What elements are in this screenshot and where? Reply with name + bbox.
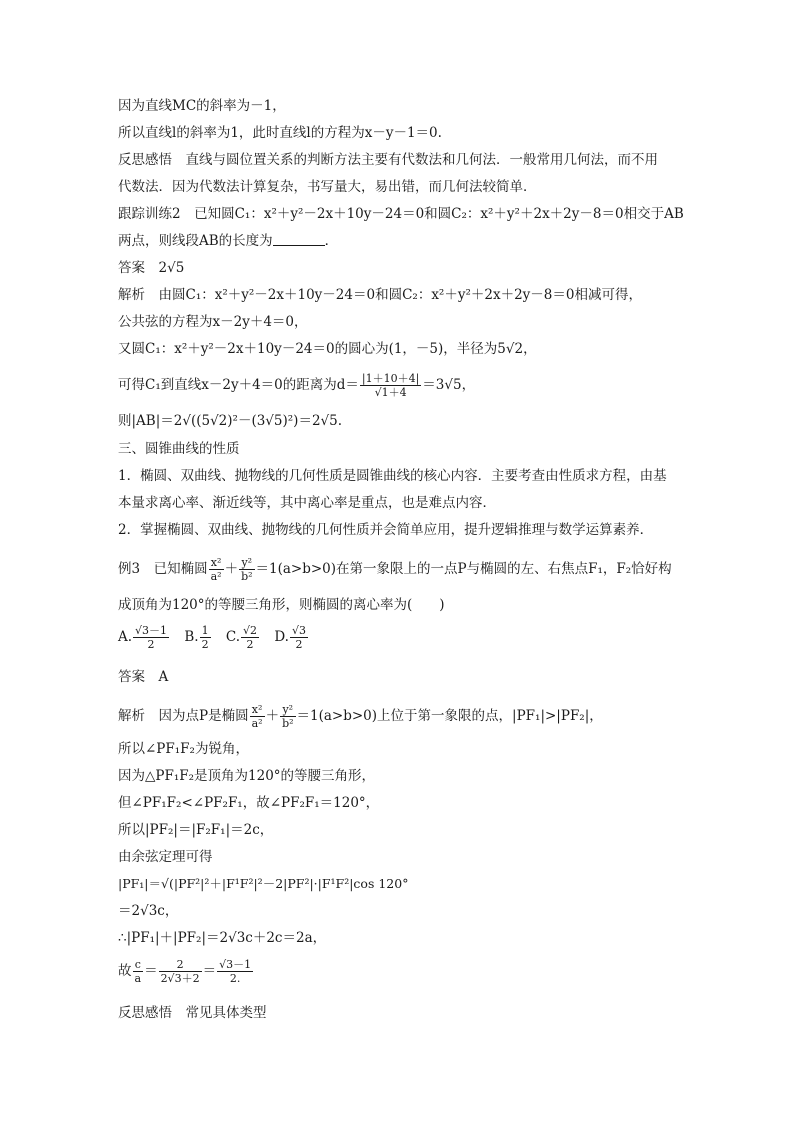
text-line-2: 所以直线l的斜率为1，此时直线l的方程为x－y－1＝0.: [118, 125, 442, 141]
ratio-c: c: [134, 958, 141, 971]
option-b-frac: [200, 624, 211, 651]
option-d-label: D.: [274, 629, 289, 645]
distance-numerator: |1＋10＋4|: [361, 372, 420, 385]
sol-frac-x: [250, 703, 265, 730]
solution-3-line-1: [118, 703, 603, 730]
example-3-line-1: [118, 556, 672, 583]
exercise-line-2: [118, 232, 338, 250]
option-b-den: 2: [201, 638, 209, 651]
therefore-text: 故: [118, 963, 132, 979]
point-1-line-2: 本量求离心率、渐近线等，其中离心率是重点，也是难点内容．: [118, 495, 496, 511]
example-3-text: ＝1(a>b>0)在第一象限上的一点P与椭圆的左、右焦点F₁，F₂恰好构: [255, 561, 672, 577]
option-d-frac: [290, 624, 308, 651]
frac-y2: y²: [241, 556, 253, 569]
ratio-frac-3: [217, 958, 253, 985]
ratio-3-den: 2.: [217, 971, 253, 985]
sol-plus-sign: ＋: [265, 708, 280, 724]
solution-3-text-a: 解析 因为点P是椭圆: [118, 708, 249, 724]
distance-text: 可得C₁到直线x－2y＋4＝0的距离为d＝: [118, 377, 359, 393]
option-d: [274, 624, 309, 651]
sol-frac-y: [280, 703, 295, 730]
option-a-num: √3－1: [135, 624, 168, 637]
option-b: [184, 624, 211, 651]
distance-result: ＝3√5，: [422, 377, 476, 393]
equals-1: ＝: [144, 963, 158, 979]
example-3-label: 例3 已知椭圆: [118, 561, 208, 577]
point-1-line-1: 1．椭圆、双曲线、抛物线的几何性质是圆锥曲线的核心内容．主要考查由性质求方程，由基: [118, 468, 667, 484]
solution-3-line-6: 由余弦定理可得: [118, 849, 213, 865]
option-c-den: 2: [241, 637, 259, 651]
ratio-frac-2: [159, 958, 202, 985]
ratio-3-num: √3－1: [219, 958, 252, 971]
solution-3-line-2: 所以∠PF₁F₂为锐角，: [118, 741, 249, 757]
solution-line-2: 公共弦的方程为x－2y＋4＝0，: [118, 314, 308, 330]
text-line-1: 因为直线MC的斜率为－1，: [118, 98, 286, 114]
solution-3-line-10: [118, 958, 254, 985]
ellipse-frac-x: [209, 556, 224, 583]
reflection-line-1: 反思感悟 直线与圆位置关系的判断方法主要有代数法和几何法．一般常用几何法，而不用: [118, 152, 658, 168]
solution-line-4: [118, 372, 475, 399]
solution-3-line-3: 因为△PF₁F₂是顶角为120°的等腰三角形，: [118, 768, 376, 784]
solution-3-line-8: ＝2√3c，: [118, 903, 179, 919]
option-c: [225, 624, 260, 651]
reflection-line-2: 代数法．因为代数法计算复杂，书写量大，易出错，而几何法较简单．: [118, 179, 537, 195]
reflection-heading: 反思感悟 常见具体类型: [118, 1005, 267, 1021]
option-a-frac: [133, 624, 169, 651]
solution-3-line-7: |PF₁|＝√(|PF²|²＋|F¹F²|²－2|PF²|·|F¹F²|cos 120°: [118, 876, 409, 891]
ratio-2-num: 2: [176, 958, 184, 971]
exercise-question-text: 两点，则线段AB的长度为: [118, 233, 273, 249]
solution-3-line-4: 但∠PF₁F₂<∠PF₂F₁，故∠PF₂F₁＝120°，: [118, 795, 380, 811]
option-b-num: 1: [201, 624, 209, 637]
sol-frac-b2: b²: [282, 717, 294, 730]
exercise-question-end: ．: [324, 233, 339, 249]
answer-blank: [273, 233, 325, 246]
distance-denominator: √1＋4: [360, 385, 421, 399]
frac-b2: b²: [241, 570, 253, 583]
plus-sign: ＋: [224, 561, 239, 577]
option-c-label: C.: [225, 629, 241, 645]
sol-frac-a2: a²: [251, 717, 263, 730]
exercise-line-1: 跟踪训练2 已知圆C₁：x²＋y²－2x＋10y－24＝0和圆C₂：x²＋y²＋2x＋2y－8＝0相交于AB: [118, 206, 684, 222]
solution-line-3: 又圆C₁：x²＋y²－2x＋10y－24＝0的圆心为(1，－5)，半径为5√2，: [118, 341, 537, 357]
ellipse-frac-y: [239, 556, 254, 583]
sol-frac-x2: x²: [251, 703, 263, 716]
option-a: [118, 624, 170, 651]
option-a-den: 2: [133, 637, 169, 651]
distance-fraction: [360, 372, 421, 399]
ratio-a: a: [134, 972, 142, 985]
solution-3-line-9: ∴|PF₁|＋|PF₂|＝2√3c＋2c＝2a，: [118, 930, 327, 946]
option-b-label: B.: [184, 629, 199, 645]
section-heading: 三、圆锥曲线的性质: [118, 441, 240, 457]
example-3-line-2: 成顶角为120°的等腰三角形，则椭圆的离心率为( ): [118, 597, 445, 613]
option-c-num: √2: [243, 624, 258, 637]
ratio-c-a: [133, 958, 144, 985]
options-row: [118, 624, 319, 651]
ratio-2-den: 2√3＋2: [160, 972, 200, 985]
solution-3-line-5: 所以|PF₂|＝|F₂F₁|＝2c，: [118, 822, 274, 838]
sol-frac-y2: y²: [282, 703, 294, 716]
option-d-num: √3: [291, 624, 306, 637]
option-c-frac: [241, 624, 259, 651]
option-d-den: 2: [290, 637, 308, 651]
solution-3-text-b: ＝1(a>b>0)上位于第一象限的点，|PF₁|>|PF₂|，: [296, 708, 603, 724]
solution-line-1: 解析 由圆C₁：x²＋y²－2x＋10y－24＝0和圆C₂：x²＋y²＋2x＋2y－8＝0相减可得，: [118, 287, 642, 303]
answer-line: 答案 2√5: [118, 260, 185, 276]
equals-2: ＝: [202, 963, 217, 979]
answer-3-line: 答案 A: [118, 669, 169, 685]
frac-x2: x²: [210, 556, 222, 569]
option-a-label: A.: [118, 629, 133, 645]
solution-line-5: 则|AB|＝2√((5√2)²－(3√5)²)＝2√5.: [118, 413, 343, 429]
frac-a2: a²: [210, 570, 222, 583]
point-2-line: 2．掌握椭圆、双曲线、抛物线的几何性质并会简单应用，提升逻辑推理与数学运算素养．: [118, 522, 654, 538]
